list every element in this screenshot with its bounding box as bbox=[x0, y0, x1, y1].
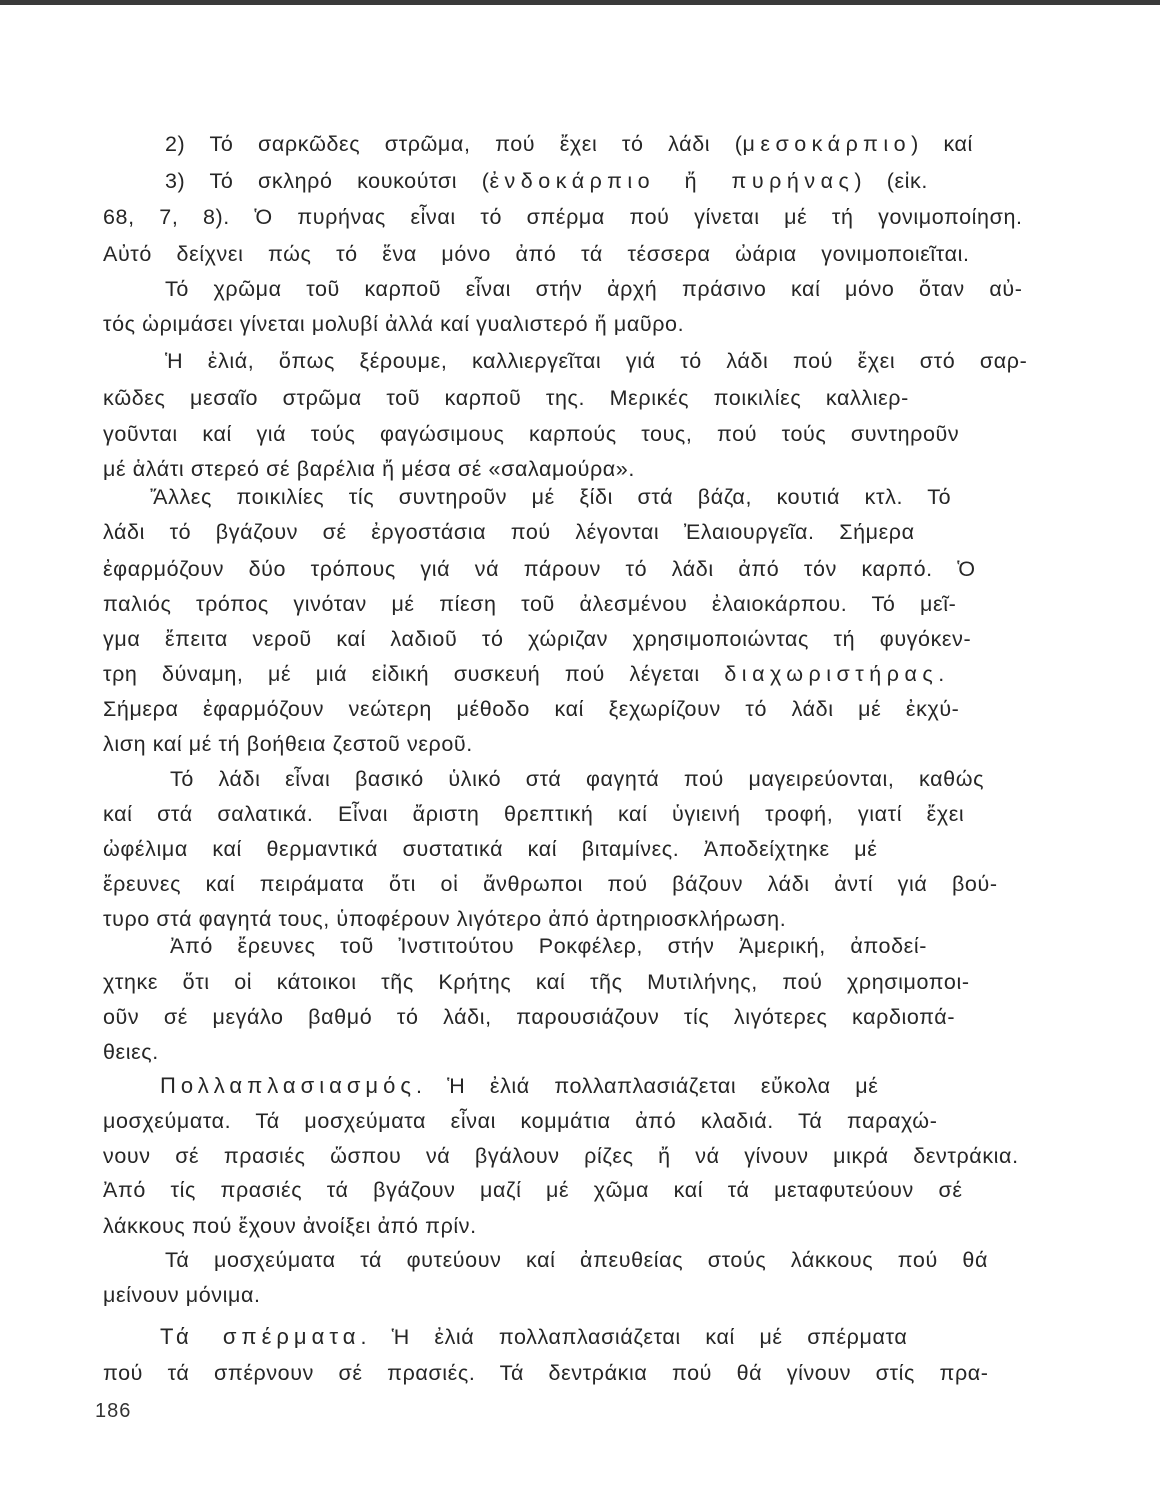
text-line bbox=[103, 1142, 1019, 1170]
text-run: . Ἡ ἐλιά πολλαπλασιάζεται καί μέ σπέρματα bbox=[360, 1325, 908, 1349]
text-line bbox=[103, 835, 877, 863]
text-run: ἐφαρμόζουν δύο τρόπους γιά νά πάρουν τό λάδι ἀπό τόν καρπό. Ὁ bbox=[103, 557, 976, 581]
text-line bbox=[103, 203, 1023, 231]
text-run: 3) Τό σκληρό κουκούτσι ( bbox=[165, 169, 490, 193]
text-line bbox=[103, 455, 635, 483]
text-line bbox=[103, 968, 970, 996]
text-run: τρη δύναμη, μέ μιά εἰδική συσκευή πού λέγεται bbox=[103, 662, 725, 686]
text-run: Τό χρῶμα τοῦ καρποῦ εἶναι στήν ἀρχή πράσινο καί μόνο ὅταν αὐ- bbox=[165, 277, 1023, 301]
text-run: Ἀπό ἔρευνες τοῦ Ἰνστιτούτου Ροκφέλερ, στήν Ἀμερική, ἀποδεί- bbox=[170, 934, 927, 958]
text-run: Ἀπό τίς πρασιές τά βγάζουν μαζί μέ χῶμα καί τά μεταφυτεύουν σέ bbox=[103, 1178, 963, 1202]
text-line bbox=[103, 870, 998, 898]
text-run: 68, 7, 8). Ὁ πυρήνας εἶναι τό σπέρμα πού γίνεται μέ τή γονιμοποίηση. bbox=[103, 205, 1023, 229]
text-line bbox=[150, 483, 951, 511]
text-run: . bbox=[938, 662, 945, 686]
page-number: 186 bbox=[95, 1400, 132, 1422]
text-run: θειες. bbox=[103, 1040, 159, 1064]
section-heading: Τά σπέρματα bbox=[160, 1324, 361, 1349]
text-line bbox=[160, 1323, 907, 1351]
text-run: γμα ἔπειτα νεροῦ καί λαδιοῦ τό χώριζαν χρησιμοποιώντας τή φυγόκεν- bbox=[103, 627, 972, 651]
text-run: τός ὡριμάσει γίνεται μολυβί ἀλλά καί γυαλιστερό ἤ μαῦρο. bbox=[103, 312, 685, 336]
text-run: Ἄλλες ποικιλίες τίς συντηροῦν μέ ξίδι στά βάζα, κουτιά κτλ. Τό bbox=[150, 485, 952, 509]
text-run: ὠφέλιμα καί θερμαντικά συστατικά καί βιταμίνες. Ἀποδείχτηκε μέ bbox=[103, 837, 878, 861]
text-line bbox=[165, 167, 928, 195]
text-run: καί στά σαλατικά. Εἶναι ἄριστη θρεπτική καί ὑγιεινή τροφή, γιατί ἔχει bbox=[103, 802, 965, 826]
text-line bbox=[103, 730, 473, 758]
text-line bbox=[103, 1003, 955, 1031]
spaced-term: μεσοκάρπιο bbox=[742, 132, 912, 156]
text-run: λιση καί μέ τή βοήθεια ζεστοῦ νεροῦ. bbox=[103, 732, 473, 756]
text-run: μέ ἁλάτι στερεό σέ βαρέλια ἤ μέσα σέ «σαλαμούρα». bbox=[103, 457, 635, 481]
text-run: τυρο στά φαγητά τους, ὑποφέρουν λιγότερο ἀπό ἀρτηριοσκλήρωση. bbox=[103, 907, 787, 931]
text-run: λάδι τό βγάζουν σέ ἐργοστάσια πού λέγονται Ἐλαιουργεῖα. Σήμερα bbox=[103, 520, 915, 544]
section-heading: Πολλαπλασιασμός bbox=[160, 1073, 416, 1098]
text-line bbox=[103, 384, 909, 412]
text-line bbox=[103, 1038, 159, 1066]
text-run: Τά μοσχεύματα τά φυτεύουν καί ἀπευθείας στούς λάκκους πού θά bbox=[165, 1248, 989, 1272]
text-line bbox=[103, 310, 684, 338]
text-run: κῶδες μεσαῖο στρῶμα τοῦ καρποῦ της. Μερικές ποικιλίες καλλιερ- bbox=[103, 386, 909, 410]
text-run: πού τά σπέρνουν σέ πρασιές. Τά δεντράκια πού θά γίνουν στίς πρα- bbox=[103, 1361, 989, 1385]
spaced-term: διαχωριστήρας bbox=[724, 662, 939, 686]
text-line bbox=[165, 130, 973, 158]
text-line bbox=[160, 1072, 878, 1100]
text-run: χτηκε ὅτι οἱ κάτοικοι τῆς Κρήτης καί τῆς Μυτιλήνης, πού χρησιμοποι- bbox=[103, 970, 970, 994]
text-line bbox=[103, 555, 976, 583]
text-run: Αὐτό δείχνει πώς τό ἕνα μόνο ἀπό τά τέσσερα ὠάρια γονιμοποιεῖται. bbox=[103, 242, 970, 266]
text-line bbox=[103, 1176, 963, 1204]
text-line bbox=[165, 275, 1023, 303]
text-line bbox=[103, 625, 971, 653]
text-line bbox=[103, 905, 786, 933]
text-line bbox=[170, 932, 927, 960]
text-run: ) (εἰκ. bbox=[854, 169, 928, 193]
text-run: Σήμερα ἐφαρμόζουν νεώτερη μέθοδο καί ξεχωρίζουν τό λάδι μέ ἐκχύ- bbox=[103, 697, 960, 721]
text-line bbox=[103, 518, 915, 546]
text-run: Τό λάδι εἶναι βασικό ὑλικό στά φαγητά πού μαγειρεύονται, καθώς bbox=[170, 767, 985, 791]
text-line bbox=[103, 240, 970, 268]
text-line bbox=[103, 590, 956, 618]
text-line bbox=[103, 1359, 989, 1387]
text-line bbox=[170, 765, 984, 793]
spaced-term: ἐνδοκάρπιο ἤ πυρήνας bbox=[489, 169, 855, 193]
text-run: γοῦνται καί γιά τούς φαγώσιμους καρπούς τους, πού τούς συντηροῦν bbox=[103, 422, 960, 446]
text-run: 2) Τό σαρκῶδες στρῶμα, πού ἔχει τό λάδι ( bbox=[165, 132, 743, 156]
text-line bbox=[103, 800, 964, 828]
text-line bbox=[103, 1212, 477, 1240]
text-line bbox=[103, 1107, 937, 1135]
text-line bbox=[103, 660, 945, 688]
text-line bbox=[165, 347, 1027, 375]
text-run: παλιός τρόπος γινόταν μέ πίεση τοῦ ἀλεσμένου ἐλαιοκάρπου. Τό μεῖ- bbox=[103, 592, 957, 616]
text-line bbox=[103, 420, 959, 448]
text-run: μοσχεύματα. Τά μοσχεύματα εἶναι κομμάτια ἀπό κλαδιά. Τά παραχώ- bbox=[103, 1109, 938, 1133]
text-line bbox=[103, 1281, 261, 1309]
text-line bbox=[165, 1246, 988, 1274]
text-run: νουν σέ πρασιές ὥσπου νά βγάλουν ρίζες ἤ νά γίνουν μικρά δεντράκια. bbox=[103, 1144, 1019, 1168]
text-run: . Ἡ ἐλιά πολλαπλασιάζεται εὔκολα μέ bbox=[415, 1074, 879, 1098]
text-run: ἔρευνες καί πειράματα ὅτι οἱ ἄνθρωποι πού βάζουν λάδι ἀντί γιά βού- bbox=[103, 872, 998, 896]
text-run: Ἡ ἐλιά, ὅπως ξέρουμε, καλλιεργεῖται γιά τό λάδι πού ἔχει στό σαρ- bbox=[165, 349, 1028, 373]
text-line bbox=[103, 695, 959, 723]
text-run: οῦν σέ μεγάλο βαθμό τό λάδι, παρουσιάζουν τίς λιγότερες καρδιοπά- bbox=[103, 1005, 956, 1029]
text-run: μείνουν μόνιμα. bbox=[103, 1283, 261, 1307]
text-run: ) καί bbox=[911, 132, 973, 156]
text-run: λάκκους πού ἔχουν ἀνοίξει ἀπό πρίν. bbox=[103, 1214, 477, 1238]
